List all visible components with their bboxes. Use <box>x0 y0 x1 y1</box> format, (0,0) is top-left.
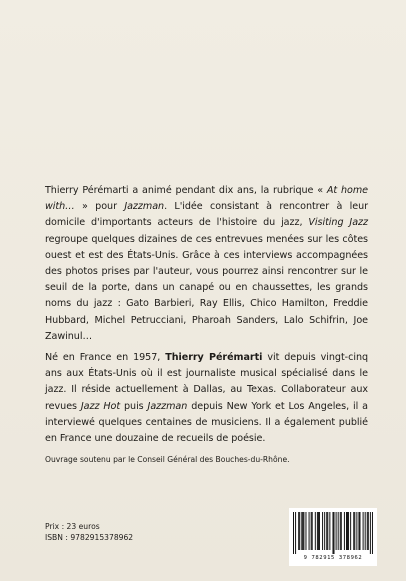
text-run: Thierry Pérémarti a animé pendant dix ans, la rubrique « <box>45 185 327 196</box>
barcode-bar <box>348 512 349 550</box>
barcode-bar <box>336 512 337 550</box>
barcode-bar <box>346 512 347 550</box>
text-run: regroupe quelques dizaines de ces entrevues menées sur les côtes ouest et est des États-Unis. Grâce à ces interviews accompagnées des photos prises par l'auteur, vous pourrez ainsi rencontrer sur le seuil de la porte, dans un canapé ou en chaussettes, les grands noms du jazz : Gato Barbieri, Ray Ellis, Chico Hamilton, Freddie Hubbard, Michel Petrucciani, Pharoah Sanders, Lalo Schifrin, Joe Zawinul… <box>45 233 368 342</box>
author-bio-paragraph <box>45 350 368 447</box>
barcode-bar <box>315 512 316 550</box>
barcode-bar <box>370 512 371 554</box>
text-run: Né en France en 1957, <box>45 352 166 363</box>
barcode-bar <box>372 512 373 554</box>
barcode-bar <box>302 512 303 550</box>
barcode-bar <box>327 512 328 550</box>
barcode-bar <box>303 512 304 550</box>
barcode <box>289 508 377 566</box>
barcode-bar <box>317 512 318 550</box>
barcode-bar <box>322 512 323 550</box>
barcode-bar <box>365 512 366 550</box>
barcode-bar <box>312 512 313 550</box>
italic-title-jazzman: Jazzman <box>124 201 165 213</box>
barcode-bar <box>318 512 319 550</box>
italic-title-jazz-hot: Jazz Hot <box>80 400 121 412</box>
text-run: vit depuis vingt-cinq ans aux États-Unis où il est journaliste musical spécialisé dans le jazz. Il réside actuellement à Dallas, au Texas. Collaborateur aux revues <box>45 352 369 412</box>
barcode-bar <box>298 512 299 550</box>
barcode-bar <box>344 512 345 550</box>
barcode-bar <box>347 512 348 550</box>
barcode-bar <box>367 512 368 550</box>
barcode-bar <box>358 512 359 550</box>
barcode-bar <box>368 512 369 550</box>
barcode-bar <box>332 512 333 554</box>
isbn-label: ISBN : 9782915378962 <box>45 533 134 542</box>
barcode-bar <box>301 512 302 550</box>
barcode-bar <box>319 512 320 550</box>
author-name: Thierry Pérémarti <box>165 352 263 363</box>
italic-title-jazzman: Jazzman <box>147 400 188 412</box>
barcode-bar <box>311 512 312 550</box>
barcode-bar <box>350 512 351 550</box>
text-run: depuis New York et Los Angeles, il a interviewé quelques centaines de musiciens. Il a également publié en France une douzaine de recueils de poésie. <box>45 400 368 445</box>
barcode-bar <box>305 512 306 550</box>
barcode-bar <box>299 512 300 550</box>
barcode-bar <box>293 512 294 554</box>
barcode-bar <box>334 512 335 554</box>
text-run: . L'idée consistant à rencontrer à leur domicile d'importants acteurs de l'histoire du jazz, <box>45 201 368 229</box>
barcode-bar <box>354 512 355 550</box>
book-description-paragraph <box>45 183 368 345</box>
barcode-bar <box>340 512 341 550</box>
barcode-bar <box>341 512 342 550</box>
barcode-bar <box>356 512 357 550</box>
text-run: puis <box>120 400 148 412</box>
barcode-bar <box>324 512 325 550</box>
text-run: » pour <box>74 201 125 213</box>
barcode-bar <box>338 512 339 550</box>
price-label: Prix : 23 euros <box>45 522 100 531</box>
italic-title-at-home-with: At home with… <box>45 185 368 213</box>
italic-title-visiting-jazz: Visiting Jazz <box>308 217 368 229</box>
barcode-bar <box>329 512 330 550</box>
barcode-bars-icon <box>293 512 373 554</box>
support-credit: Ouvrage soutenu par le Conseil Général des Bouches-du-Rhône. <box>45 455 290 464</box>
barcode-bar <box>309 512 310 550</box>
barcode-bar <box>295 512 296 554</box>
barcode-bar <box>359 512 360 550</box>
barcode-digits: 9 782915 378962 <box>303 555 363 561</box>
barcode-bar <box>326 512 327 550</box>
barcode-bar <box>363 512 364 550</box>
barcode-bar <box>353 512 354 550</box>
